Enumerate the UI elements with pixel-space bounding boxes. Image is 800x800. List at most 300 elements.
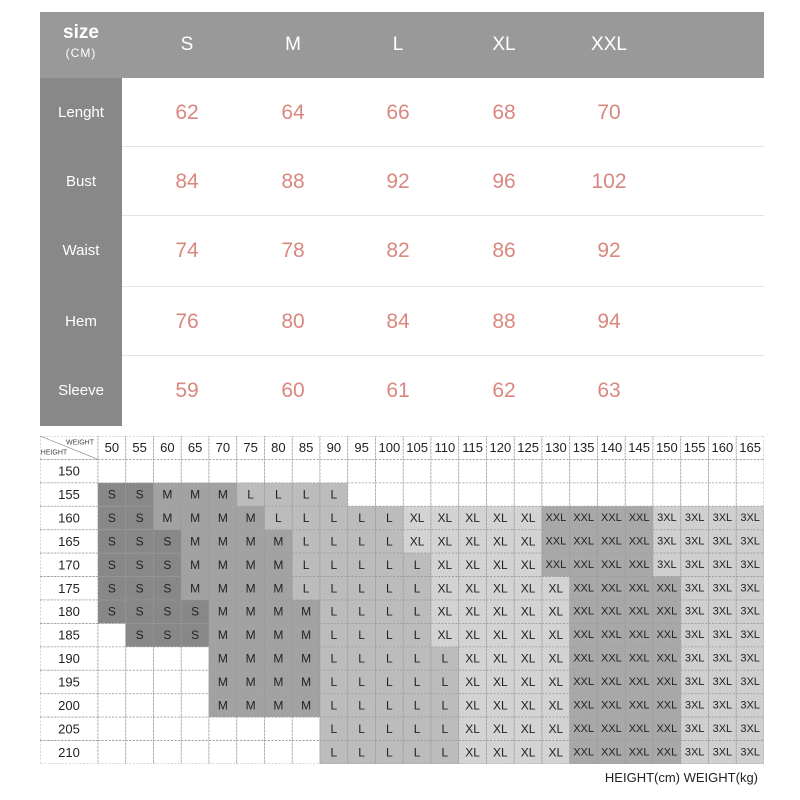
grid-size-label: L [386, 534, 393, 549]
grid-size-label: L [302, 581, 310, 596]
grid-size-label: M [273, 534, 284, 549]
grid-weight-label: 60 [160, 440, 175, 456]
grid-size-label: 3XL [712, 722, 733, 735]
grid-size-cell [736, 459, 764, 482]
size-measurement-value: 88 [281, 170, 305, 193]
grid-size-label: XXL [573, 746, 595, 759]
grid-size-label: 3XL [740, 512, 760, 524]
grid-size-label: L [358, 675, 365, 689]
grid-size-cell [181, 694, 209, 717]
grid-size-label: XL [437, 511, 453, 525]
grid-size-label: S [107, 534, 116, 549]
grid-size-label: XXL [600, 652, 622, 665]
grid-weight-label: 120 [489, 440, 512, 456]
grid-size-label: 3XL [740, 535, 760, 548]
grid-size-label: S [163, 604, 172, 619]
grid-size-label: XL [520, 628, 536, 643]
grid-size-label: L [330, 698, 338, 713]
grid-size-label: M [245, 511, 256, 525]
grid-size-cell [237, 717, 265, 740]
grid-size-label: L [441, 745, 449, 760]
grid-size-label: M [245, 557, 256, 572]
grid-size-label: L [413, 581, 421, 596]
grid-size-label: 3XL [684, 722, 705, 735]
size-measurement-value: 62 [175, 101, 199, 124]
grid-size-cell [681, 459, 709, 482]
size-measurement-value: 62 [492, 379, 516, 402]
size-measurement-value: 59 [175, 379, 199, 402]
grid-size-label: M [217, 511, 228, 525]
grid-size-label: L [386, 581, 393, 596]
size-measurement-value: 63 [597, 379, 621, 402]
grid-size-label: XXL [628, 699, 650, 712]
grid-size-cell [265, 741, 293, 764]
size-corner-cell [40, 12, 122, 78]
grid-size-label: L [441, 675, 449, 689]
grid-size-label: XXL [600, 746, 622, 759]
grid-height-label: 165 [58, 533, 80, 549]
size-row-label: Bust [65, 173, 96, 190]
grid-size-label: 3XL [684, 512, 705, 524]
grid-size-label: M [245, 698, 256, 713]
grid-size-label: XL [465, 604, 480, 619]
grid-size-label: XL [493, 628, 508, 643]
grid-size-label: M [217, 534, 228, 549]
grid-size-label: XL [465, 745, 480, 760]
grid-size-cell [154, 647, 182, 670]
grid-size-label: M [190, 534, 201, 549]
size-measurement-value: 80 [281, 310, 305, 333]
grid-size-label: S [135, 581, 144, 596]
grid-size-label: 3XL [684, 558, 705, 571]
grid-weight-label: 140 [600, 440, 623, 456]
grid-weight-label: 70 [215, 440, 231, 456]
grid-size-label: XXL [545, 535, 567, 548]
grid-size-label: XXL [628, 652, 650, 665]
grid-size-label: L [302, 487, 310, 502]
grid-size-cell [403, 459, 431, 482]
grid-size-cell [320, 459, 348, 482]
grid-size-cell [598, 459, 626, 482]
grid-size-cell [154, 741, 182, 764]
grid-size-cell [98, 694, 126, 717]
grid-size-label: L [358, 604, 365, 619]
grid-height-label: 160 [58, 510, 80, 526]
grid-size-label: M [217, 698, 228, 713]
grid-size-label: M [301, 698, 312, 713]
row-separator [122, 355, 764, 356]
grid-size-label: M [217, 675, 228, 689]
grid-size-cell [126, 741, 154, 764]
grid-size-label: L [413, 557, 421, 572]
grid-size-cell [154, 694, 182, 717]
grid-size-label: XL [493, 698, 508, 713]
grid-weight-label: 145 [628, 440, 650, 456]
grid-size-label: M [273, 581, 284, 596]
grid-weight-label: 100 [378, 440, 401, 456]
grid-axis-caption: HEIGHT(cm) WEIGHT(kg) [604, 770, 758, 785]
grid-size-label: 3XL [712, 676, 733, 688]
grid-size-label: XL [437, 628, 453, 643]
grid-size-label: 3XL [740, 746, 760, 759]
grid-size-label: M [301, 675, 312, 689]
grid-size-label: 3XL [740, 652, 760, 665]
grid-size-label: XXL [600, 605, 622, 618]
grid-size-cell [126, 647, 154, 670]
size-col-header: XXL [591, 34, 627, 55]
grid-size-label: M [217, 628, 228, 643]
size-corner-title: size [63, 22, 99, 43]
size-col-header: S [180, 34, 194, 55]
grid-size-label: XL [465, 651, 480, 666]
grid-size-cell [181, 741, 209, 764]
grid-size-cell [126, 459, 154, 482]
grid-size-label: XL [548, 745, 564, 760]
grid-size-cell [542, 459, 570, 482]
size-measurement-value: 82 [386, 239, 410, 262]
grid-size-label: XL [465, 698, 480, 713]
size-measurement-value: 102 [591, 170, 627, 193]
grid-size-label: 3XL [684, 746, 705, 759]
grid-size-label: 3XL [684, 582, 705, 595]
grid-size-label: XXL [573, 605, 595, 618]
grid-height-label: 200 [58, 697, 80, 713]
grid-size-cell [209, 717, 237, 740]
grid-size-label: XL [520, 745, 536, 760]
grid-weight-label: 130 [545, 440, 567, 456]
grid-size-label: 3XL [712, 629, 733, 642]
grid-size-label: XL [493, 745, 508, 760]
grid-size-cell [542, 483, 570, 506]
grid-corner-height-label: HEIGHT [40, 449, 68, 457]
grid-size-label: L [441, 698, 449, 713]
grid-size-label: S [135, 534, 144, 549]
grid-size-cell [292, 459, 320, 482]
size-measurement-value: 61 [386, 379, 410, 402]
size-row-label: Lenght [58, 104, 104, 121]
grid-size-label: S [163, 557, 172, 572]
grid-size-label: M [245, 628, 256, 643]
grid-size-cell [376, 483, 404, 506]
grid-size-label: M [190, 511, 201, 525]
grid-size-cell [514, 459, 542, 482]
grid-weight-label: 160 [711, 440, 734, 456]
grid-size-label: XL [520, 721, 536, 736]
grid-size-label: 3XL [740, 676, 760, 688]
grid-size-label: XXL [628, 605, 650, 618]
grid-size-cell [98, 623, 126, 646]
grid-size-label: XL [465, 628, 480, 643]
grid-size-label: L [302, 534, 310, 549]
grid-size-cell [570, 483, 598, 506]
grid-weight-label: 165 [739, 440, 761, 456]
grid-size-label: XL [520, 511, 536, 525]
grid-size-label: L [386, 675, 393, 689]
size-measurement-value: 84 [386, 310, 410, 333]
grid-size-label: L [358, 745, 365, 760]
grid-size-label: L [302, 511, 310, 525]
grid-size-cell [459, 483, 487, 506]
grid-height-label: 170 [58, 557, 80, 573]
grid-size-label: L [302, 557, 310, 572]
grid-size-label: XXL [573, 652, 595, 665]
grid-size-label: L [386, 557, 393, 572]
grid-size-cell [736, 483, 764, 506]
grid-size-cell [181, 647, 209, 670]
grid-size-label: 3XL [684, 699, 705, 712]
row-separator [122, 146, 764, 147]
grid-size-label: S [135, 628, 144, 643]
grid-size-cell [459, 459, 487, 482]
grid-size-label: S [135, 511, 144, 525]
grid-size-label: 3XL [740, 699, 760, 712]
grid-size-label: XL [437, 557, 453, 572]
grid-size-label: 3XL [712, 535, 733, 548]
grid-size-label: S [107, 487, 116, 502]
grid-size-label: L [330, 581, 338, 596]
grid-size-label: L [413, 745, 421, 760]
grid-weight-label: 75 [243, 440, 258, 456]
grid-size-label: L [413, 651, 421, 666]
grid-size-label: XXL [600, 535, 622, 548]
grid-size-label: S [163, 628, 172, 643]
grid-size-label: S [163, 534, 172, 549]
grid-size-label: L [358, 721, 365, 736]
grid-size-label: S [135, 604, 144, 619]
grid-size-cell [514, 483, 542, 506]
grid-size-cell [237, 459, 265, 482]
grid-size-label: M [245, 534, 256, 549]
grid-size-label: 3XL [740, 629, 760, 642]
row-separator [122, 286, 764, 287]
grid-size-label: S [107, 557, 116, 572]
grid-size-label: XL [465, 511, 480, 525]
grid-size-label: 3XL [657, 512, 677, 524]
grid-size-label: 3XL [740, 605, 760, 618]
grid-size-label: L [358, 628, 365, 643]
grid-size-label: M [245, 581, 256, 596]
grid-size-cell [126, 694, 154, 717]
grid-size-cell [98, 717, 126, 740]
grid-size-label: XL [548, 698, 564, 713]
grid-size-label: XL [437, 604, 453, 619]
grid-size-label: 3XL [684, 652, 705, 665]
grid-size-label: L [275, 511, 282, 525]
grid-size-label: XXL [600, 722, 622, 735]
grid-size-label: M [273, 651, 284, 666]
grid-size-label: L [247, 487, 254, 502]
grid-size-label: L [330, 651, 338, 666]
grid-size-label: XXL [573, 535, 595, 548]
grid-size-cell [625, 459, 653, 482]
grid-size-label: M [162, 487, 173, 502]
grid-size-label: L [330, 557, 338, 572]
grid-size-label: XXL [656, 722, 678, 735]
grid-size-label: XL [548, 604, 564, 619]
grid-size-label: 3XL [712, 582, 733, 595]
size-measurement-table [40, 12, 764, 426]
grid-size-label: XL [465, 557, 480, 572]
grid-size-cell [265, 459, 293, 482]
grid-size-label: L [413, 698, 421, 713]
grid-size-label: 3XL [684, 676, 705, 688]
grid-size-label: S [191, 628, 200, 643]
grid-size-label: S [107, 581, 116, 596]
grid-size-label: XXL [656, 699, 678, 712]
grid-size-label: M [217, 557, 228, 572]
grid-size-cell [209, 459, 237, 482]
grid-size-label: S [191, 604, 200, 619]
grid-size-label: M [245, 675, 256, 689]
grid-size-label: M [301, 604, 312, 619]
size-col-header: L [392, 34, 404, 55]
grid-size-label: XL [548, 675, 564, 689]
size-measurement-value: 64 [281, 101, 305, 124]
grid-size-label: XXL [573, 582, 595, 595]
grid-size-label: XL [409, 511, 425, 525]
grid-size-label: 3XL [712, 558, 733, 571]
grid-size-cell [154, 459, 182, 482]
grid-size-label: S [107, 604, 116, 619]
size-col-header: M [285, 34, 301, 55]
grid-size-cell [181, 459, 209, 482]
grid-size-label: M [190, 487, 201, 502]
grid-size-label: XL [493, 675, 508, 689]
grid-weight-label: 95 [354, 440, 369, 456]
grid-size-label: XXL [628, 676, 650, 688]
size-row-label: Waist [62, 242, 100, 259]
grid-size-label: M [217, 487, 228, 502]
grid-size-cell [709, 459, 737, 482]
grid-size-label: L [386, 604, 393, 619]
grid-size-cell [376, 459, 404, 482]
grid-height-label: 185 [58, 627, 80, 643]
size-col-header: XL [492, 34, 516, 55]
grid-size-label: L [358, 581, 365, 596]
size-measurement-value: 92 [386, 170, 410, 193]
grid-size-cell [431, 459, 459, 482]
grid-size-label: M [245, 651, 256, 666]
grid-size-label: L [386, 698, 393, 713]
grid-size-cell [487, 483, 515, 506]
size-measurement-value: 96 [492, 170, 516, 193]
grid-size-label: XXL [656, 582, 678, 595]
grid-size-label: XL [520, 698, 536, 713]
grid-size-label: 3XL [712, 652, 733, 665]
grid-height-label: 180 [58, 604, 80, 620]
grid-size-label: L [358, 511, 365, 525]
grid-size-label: M [245, 604, 256, 619]
grid-size-cell [348, 459, 376, 482]
grid-size-label: XXL [600, 582, 622, 595]
grid-size-cell [487, 459, 515, 482]
grid-weight-label: 155 [683, 440, 706, 456]
grid-size-label: 3XL [740, 582, 760, 595]
grid-size-label: XL [437, 534, 453, 549]
grid-size-label: M [273, 698, 284, 713]
grid-size-cell [292, 717, 320, 740]
grid-size-label: L [330, 745, 338, 760]
grid-size-label: XL [520, 534, 536, 549]
grid-corner-weight-label: WEIGHT [66, 439, 94, 447]
grid-size-label: M [273, 628, 284, 643]
size-grid-svg [40, 436, 764, 764]
grid-size-label: L [358, 698, 365, 713]
grid-size-label: L [413, 628, 421, 643]
grid-size-label: L [413, 721, 421, 736]
grid-size-label: M [190, 581, 201, 596]
grid-height-label: 155 [58, 487, 80, 503]
grid-size-label: XL [437, 581, 453, 596]
grid-height-label: 205 [58, 721, 80, 737]
grid-weight-label: 65 [187, 440, 203, 456]
grid-size-label: L [330, 487, 338, 502]
size-measurement-value: 74 [175, 239, 199, 262]
grid-size-label: XXL [656, 605, 678, 618]
size-row-label: Sleeve [58, 382, 104, 399]
grid-size-label: L [386, 745, 393, 760]
grid-size-label: XL [520, 675, 536, 689]
grid-size-label: 3XL [712, 746, 733, 759]
grid-size-label: 3XL [657, 535, 677, 548]
size-measurement-value: 70 [597, 101, 621, 124]
grid-size-label: XL [548, 581, 564, 596]
grid-size-label: L [386, 511, 393, 525]
grid-size-cell [154, 717, 182, 740]
grid-height-label: 150 [58, 463, 80, 479]
grid-size-cell [98, 741, 126, 764]
size-measurement-value: 68 [492, 101, 516, 124]
grid-size-label: XL [409, 534, 425, 549]
grid-weight-label: 85 [298, 440, 314, 456]
grid-size-label: XXL [628, 746, 650, 759]
grid-size-label: XXL [656, 676, 678, 688]
grid-size-cell [653, 483, 681, 506]
grid-size-label: XL [493, 721, 508, 736]
grid-size-label: XXL [656, 746, 678, 759]
grid-height-label: 210 [58, 744, 80, 760]
size-measurement-value: 66 [386, 101, 410, 124]
size-measurement-value: 88 [492, 310, 516, 333]
grid-size-label: XXL [628, 512, 650, 524]
grid-size-label: XXL [573, 629, 595, 642]
grid-size-label: XL [493, 557, 508, 572]
grid-size-label: 3XL [712, 605, 733, 618]
size-measurement-value: 92 [597, 239, 621, 262]
grid-size-cell [598, 483, 626, 506]
grid-weight-label: 80 [271, 440, 286, 456]
grid-size-cell [181, 717, 209, 740]
row-separator [122, 215, 764, 216]
grid-size-label: XL [520, 651, 536, 666]
grid-size-label: XL [465, 534, 480, 549]
size-measurement-value: 86 [492, 239, 516, 262]
grid-size-cell [154, 670, 182, 693]
grid-size-cell [265, 717, 293, 740]
grid-size-label: XXL [600, 512, 622, 524]
size-corner-unit: (CM) [65, 46, 97, 60]
grid-weight-label: 150 [656, 440, 678, 456]
grid-size-label: 3XL [684, 605, 705, 618]
grid-size-label: XL [465, 721, 480, 736]
grid-size-label: XL [493, 651, 508, 666]
grid-size-label: XXL [545, 512, 567, 524]
grid-size-label: 3XL [684, 535, 705, 548]
grid-size-cell [237, 741, 265, 764]
grid-size-label: XXL [628, 558, 650, 571]
grid-weight-label: 50 [104, 440, 120, 456]
grid-size-label: L [413, 675, 421, 689]
